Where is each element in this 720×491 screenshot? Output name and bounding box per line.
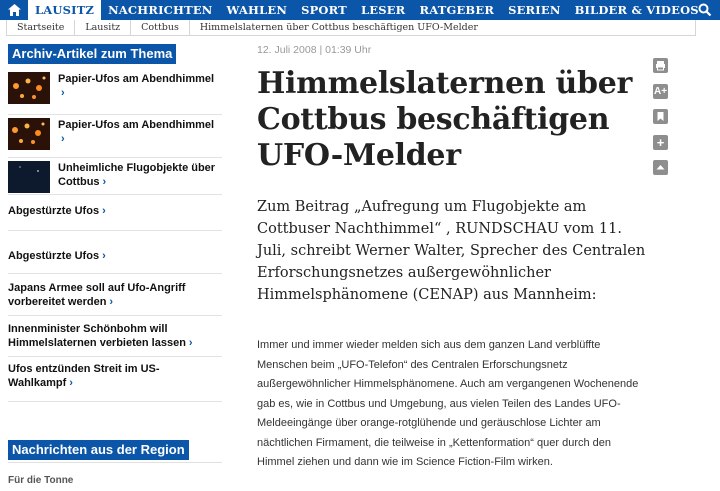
archive-article[interactable] <box>8 195 222 231</box>
archive-article-title[interactable]: Japans Armee soll auf Ufo-Angriff vorbereitet werden <box>8 282 186 308</box>
archive-article[interactable] <box>8 115 222 158</box>
article <box>257 44 647 468</box>
chevron-right-icon: › <box>69 377 73 389</box>
breadcrumb-cottbus[interactable]: Cottbus <box>131 20 190 35</box>
nav-item-serien[interactable]: SERIEN <box>508 3 561 17</box>
plus-icon[interactable]: + <box>653 135 668 150</box>
chevron-right-icon: › <box>188 337 193 349</box>
archive-article[interactable] <box>8 316 222 357</box>
region-section <box>8 440 222 486</box>
divider <box>8 462 222 463</box>
nav-item-bilder-videos[interactable]: BILDER & VIDEOS <box>574 3 699 17</box>
collapse-icon[interactable] <box>653 160 668 175</box>
region-section-title: Nachrichten aus der Region <box>8 440 189 460</box>
archive-article[interactable] <box>8 231 222 274</box>
chevron-right-icon: › <box>102 176 107 188</box>
archive-article[interactable] <box>8 274 222 316</box>
archive-article-title[interactable]: Abgestürzte Ufos <box>8 205 100 217</box>
archive-article-title[interactable]: Papier-Ufos am Abendhimmel <box>58 119 215 131</box>
nav-item-sport[interactable]: SPORT <box>301 3 347 17</box>
nav-item-nachrichten[interactable]: NACHRICHTEN <box>108 3 213 17</box>
breadcrumb-startseite[interactable]: Startseite <box>7 20 75 35</box>
night-sky-thumbnail <box>8 161 50 193</box>
article-date: 12. Juli 2008 | 01:39 Uhr <box>257 44 372 56</box>
chevron-right-icon: › <box>61 133 65 145</box>
print-icon[interactable] <box>653 58 668 73</box>
archive-article[interactable] <box>8 357 222 402</box>
region-subtitle: Für die Tonne <box>8 475 74 486</box>
chevron-right-icon: › <box>61 87 65 99</box>
nav-item-leser[interactable]: LESER <box>360 3 406 17</box>
breadcrumb-lausitz[interactable]: Lausitz <box>75 20 131 35</box>
home-icon[interactable] <box>0 0 28 20</box>
archive-article[interactable] <box>8 158 222 195</box>
search-icon[interactable] <box>698 3 712 17</box>
sidebar <box>8 44 222 64</box>
chevron-right-icon: › <box>109 296 114 308</box>
archive-list <box>8 72 222 402</box>
archive-article-title[interactable]: Papier-Ufos am Abendhimmel <box>58 73 215 85</box>
article-headline: Himmelslaternen über Cottbus beschäftigen UFO-Melder <box>257 66 633 173</box>
lanterns-thumbnail <box>8 118 50 150</box>
article-tools <box>653 58 669 186</box>
bookmark-icon[interactable] <box>653 109 668 124</box>
breadcrumb-current: Himmelslaternen über Cottbus beschäftigen UFO-Melder <box>199 22 478 33</box>
archive-article-title[interactable]: Unheimliche Flugobjekte über Cottbus <box>58 162 216 188</box>
archive-article-title[interactable]: Ufos entzünden Streit im US-Wahlkampf <box>8 363 160 389</box>
nav-item-lausitz[interactable]: LAUSITZ <box>28 0 101 20</box>
font-size-icon[interactable]: A+ <box>653 85 668 97</box>
archive-article-title[interactable]: Innenminister Schönbohm will Himmelslaternen verbieten lassen <box>8 323 186 349</box>
chevron-right-icon: › <box>102 250 106 262</box>
top-navigation <box>0 0 720 20</box>
article-body: Immer und immer wieder melden sich aus dem ganzen Land verblüffte Menschen beim „UFO-Telefon“ des Centralen Erforschungsnetz außergewöhnlicher Himmelsphänomene. Auch am vergangenen Wochenende gab es, wie in Cottbus und Umgebung, aus vielen Teilen des Landes UFO-Meldeeingänge über orange-rotglühende und geräuschlose Lichter am nächtlichen Firmament, die teilweise in „Kettenformation“ quer durch den Himmel ziehen und dann wie im Science Fiction-Film wirken. <box>257 339 639 468</box>
lanterns-thumbnail <box>8 72 50 104</box>
archive-section-title: Archiv-Artikel zum Thema <box>8 44 176 64</box>
breadcrumb <box>6 20 696 36</box>
archive-article[interactable] <box>8 72 222 115</box>
chevron-right-icon: › <box>102 205 106 217</box>
nav-item-ratgeber[interactable]: RATGEBER <box>419 3 495 17</box>
nav-item-wahlen[interactable]: WAHLEN <box>226 3 288 17</box>
archive-article-title[interactable]: Abgestürzte Ufos <box>8 250 100 262</box>
article-lead: Zum Beitrag „Aufregung um Flugobjekte am Cottbuser Nachthimmel“ , RUNDSCHAU vom 11. Juli, schreibt Werner Walter, Sprecher des Centralen Erforschungsnetzes außergewöhnlicher Himmelsphänomene (CENAP) aus Mannheim: <box>257 199 646 303</box>
